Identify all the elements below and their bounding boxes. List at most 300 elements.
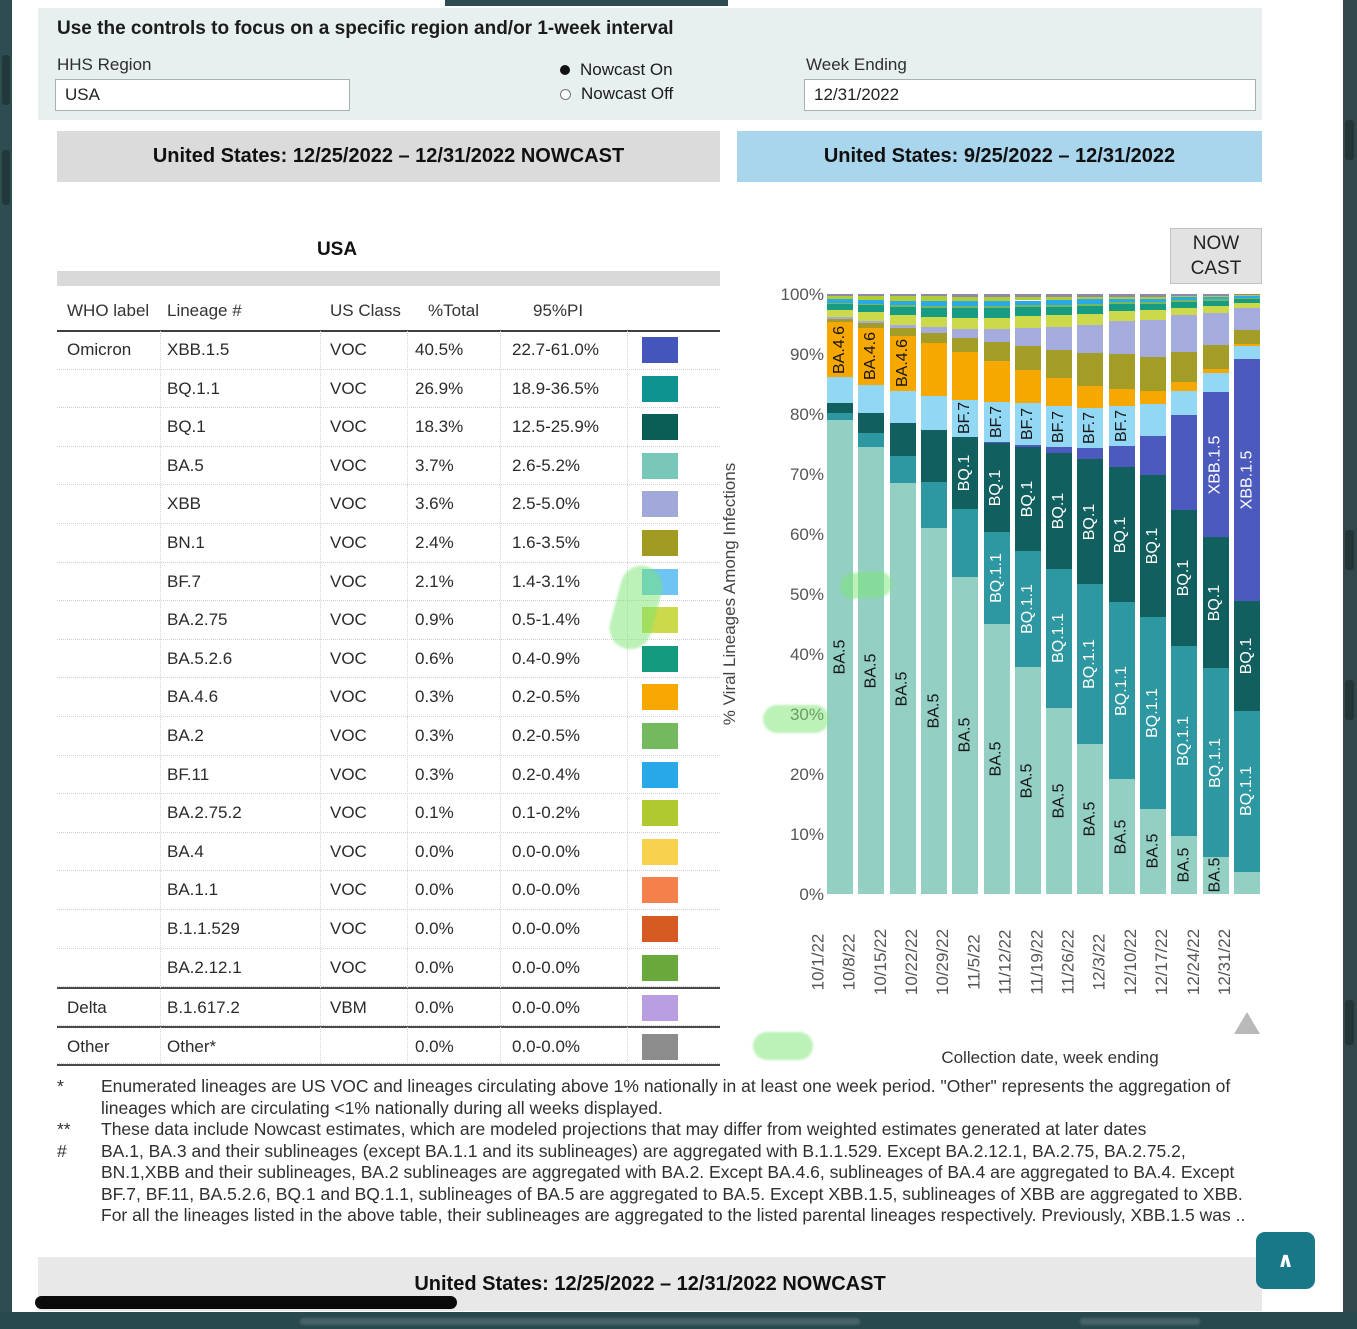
segment-BA.5[interactable]: [952, 577, 978, 894]
lineage-color-swatch: [642, 916, 678, 942]
segment-BN.1[interactable]: [1109, 354, 1135, 389]
segment-BF.7[interactable]: [1203, 373, 1229, 392]
table-row: [57, 331, 720, 370]
segment-BA.4.6[interactable]: [1140, 391, 1166, 404]
segment-BA.2.75.2[interactable]: [858, 296, 884, 300]
segment-BN.1[interactable]: [827, 319, 853, 322]
segment-BA.2.75.2[interactable]: [827, 296, 853, 299]
segment-BF.7[interactable]: [1046, 406, 1072, 447]
segment-BA.5[interactable]: [1171, 836, 1197, 894]
segment-label: BF.7: [987, 405, 1005, 438]
segment-BQ.1[interactable]: [1203, 537, 1229, 668]
x-tick-label: 10/1/22: [808, 933, 828, 991]
lineage-color-swatch: [642, 839, 678, 865]
segment-BA.5.2.6[interactable]: [890, 307, 916, 315]
segment-BA.2[interactable]: [1077, 304, 1103, 306]
segment-BA.5.2.6[interactable]: [1234, 299, 1260, 303]
lineage-color-swatch: [642, 530, 678, 556]
segment-BA.2.75.2[interactable]: [1140, 297, 1166, 299]
week-ending-value: 12/31/2022: [814, 85, 900, 104]
segment-BQ.1.1[interactable]: [1140, 617, 1166, 809]
stacked-bar-12-24-22[interactable]: [1203, 294, 1229, 894]
segment-BF.11[interactable]: [1077, 299, 1103, 303]
segment-BA.5[interactable]: [1109, 779, 1135, 894]
segment-BQ.1[interactable]: [952, 437, 978, 509]
trend-section-title: United States: 9/25/2022 – 12/31/2022: [737, 131, 1262, 182]
segment-label: BA.4.6: [893, 339, 911, 388]
stacked-bar-11-5-22[interactable]: [984, 294, 1010, 894]
lineage-table-body: [57, 331, 720, 1066]
segment-BA.5[interactable]: [984, 624, 1010, 894]
segment-BQ.1[interactable]: [890, 423, 916, 456]
segment-label: BQ.1: [1144, 527, 1161, 565]
scroll-to-top-button[interactable]: [1256, 1232, 1315, 1289]
cell-total: 0.0%: [415, 998, 454, 1018]
segment-BQ.1[interactable]: [827, 403, 853, 413]
lineage-color-swatch: [642, 995, 678, 1021]
cell-us-class: VOC: [330, 687, 367, 707]
cell-total: 0.0%: [415, 841, 454, 861]
segment-BN.1[interactable]: [858, 323, 884, 328]
segment-BA.2.75[interactable]: [1234, 303, 1260, 308]
segment-BF.11[interactable]: [921, 301, 947, 306]
segment-BQ.1.1[interactable]: [921, 482, 947, 528]
segment-XBB[interactable]: [1171, 315, 1197, 352]
cell-us-class: VOC: [330, 455, 367, 475]
segment-BN.1[interactable]: [1077, 353, 1103, 386]
segment-label: BQ.1.1: [1018, 584, 1036, 635]
cell-us-class: VOC: [330, 880, 367, 900]
x-tick-label: 12/17/22: [1152, 928, 1172, 996]
nowcast-section-title: United States: 12/25/2022 – 12/31/2022 NOWCAST: [57, 131, 720, 182]
segment-label: BQ.1: [1112, 516, 1130, 553]
segment-BA.5.2.6[interactable]: [1046, 307, 1072, 316]
segment-BF.7[interactable]: [1015, 403, 1041, 444]
cell-95pi: 1.4-3.1%: [512, 571, 581, 591]
cell-95pi: 0.0-0.0%: [512, 1036, 581, 1056]
segment-BQ.1.1[interactable]: [1171, 646, 1197, 836]
segment-BA.5.2.6[interactable]: [1015, 307, 1041, 316]
segment-XBB.1.5[interactable]: [1077, 448, 1103, 458]
segment-BF.11[interactable]: [1015, 301, 1041, 306]
segment-BA.2.75[interactable]: [827, 310, 853, 318]
horizontal-scrollbar-thumb[interactable]: [35, 1296, 457, 1309]
segment-BQ.1[interactable]: [858, 413, 884, 432]
segment-BA.5[interactable]: [1140, 809, 1166, 894]
lineage-color-swatch: [642, 491, 678, 517]
segment-XBB[interactable]: [1046, 327, 1072, 350]
segment-BA.4.6[interactable]: [984, 361, 1010, 402]
stacked-bar-10-15-22[interactable]: [890, 294, 916, 894]
segment-BF.7[interactable]: [1171, 391, 1197, 415]
segment-BA.5[interactable]: [1077, 744, 1103, 894]
cell-95pi: 0.4-0.9%: [512, 648, 581, 668]
cell-lineage: BA.2.75.2: [167, 803, 242, 823]
segment-BA.2.75[interactable]: [1015, 316, 1041, 328]
segment-BF.7[interactable]: [827, 377, 853, 403]
segment-BA.2[interactable]: [1234, 298, 1260, 300]
segment-label: BQ.1: [1018, 480, 1036, 518]
x-tick-label: 11/19/22: [1027, 929, 1047, 995]
segment-BA.2.75[interactable]: [921, 317, 947, 327]
footnote: [57, 1076, 1265, 1119]
y-axis-title: % Viral Lineages Among Infections: [720, 462, 739, 726]
segment-BA.4.6[interactable]: [1234, 344, 1260, 346]
cell-95pi: 1.6-3.5%: [512, 532, 581, 552]
segment-BA.5.2.6[interactable]: [1203, 301, 1229, 306]
stacked-bar-11-26-22[interactable]: [1077, 294, 1103, 894]
segment-BA.2[interactable]: [1015, 305, 1041, 307]
segment-BA.5.2.6[interactable]: [984, 308, 1010, 318]
segment-BA.2.75.2[interactable]: [890, 296, 916, 300]
segment-BA.2[interactable]: [1203, 299, 1229, 301]
segment-BA.2[interactable]: [1046, 305, 1072, 307]
segment-XBB[interactable]: [1203, 313, 1229, 345]
segment-BN.1[interactable]: [1234, 330, 1260, 344]
segment-BF.11[interactable]: [1171, 297, 1197, 300]
segment-BA.5.2.6[interactable]: [1171, 302, 1197, 307]
segment-BN.1[interactable]: [890, 328, 916, 335]
segment-BQ.1.1[interactable]: [1015, 551, 1041, 668]
x-tick-label: 12/31/22: [1214, 928, 1234, 996]
segment-BA.4.6[interactable]: [1109, 389, 1135, 406]
x-tick-label: 12/24/22: [1183, 928, 1203, 996]
segment-Other[interactable]: [1109, 294, 1135, 297]
segment-label: BQ.1: [1050, 492, 1068, 529]
lineage-color-swatch: [642, 800, 678, 826]
stacked-bar-10-22-22[interactable]: [921, 294, 947, 894]
segment-Other[interactable]: [984, 294, 1010, 297]
segment-BA.5[interactable]: [1234, 872, 1260, 894]
cell-lineage: B.1.1.529: [167, 918, 240, 938]
segment-BQ.1.1[interactable]: [1203, 668, 1229, 857]
segment-BQ.1.1[interactable]: [1109, 602, 1135, 779]
segment-Other[interactable]: [858, 294, 884, 296]
segment-label: XBB.1.5: [1206, 435, 1224, 495]
segment-BA.4.6[interactable]: [921, 343, 947, 395]
segment-BA.2.75[interactable]: [984, 318, 1010, 329]
segment-BA.5[interactable]: [827, 420, 853, 894]
cell-total: 0.0%: [415, 1036, 454, 1056]
segment-BA.2.75.2[interactable]: [1234, 295, 1260, 296]
cell-lineage: BF.7: [167, 571, 202, 591]
segment-BA.5[interactable]: [890, 483, 916, 894]
lineage-color-swatch: [642, 337, 678, 363]
cell-us-class: VOC: [330, 610, 367, 630]
segment-BA.2.75.2[interactable]: [1046, 297, 1072, 300]
col-lineage: Lineage #: [167, 301, 242, 320]
segment-BQ.1.1[interactable]: [984, 532, 1010, 624]
stacked-bar-12-17-22[interactable]: [1171, 294, 1197, 894]
segment-Other[interactable]: [827, 294, 853, 296]
segment-BA.4.6[interactable]: [890, 336, 916, 392]
segment-BF.7[interactable]: [890, 391, 916, 422]
segment-label: BF.7: [1050, 410, 1068, 443]
cell-total: 0.9%: [415, 610, 454, 630]
cell-us-class: VOC: [330, 340, 367, 359]
segment-BA.2.75[interactable]: [858, 312, 884, 321]
segment-BN.1[interactable]: [1046, 350, 1072, 379]
stacked-bar-11-19-22[interactable]: [1046, 294, 1072, 894]
segment-XBB.1.5[interactable]: [1109, 446, 1135, 467]
segment-BF.11[interactable]: [1140, 299, 1166, 302]
segment-Other[interactable]: [1234, 294, 1260, 295]
table-row: [57, 987, 720, 1026]
segment-BQ.1.1[interactable]: [1077, 584, 1103, 744]
segment-BQ.1[interactable]: [1234, 601, 1260, 711]
segment-BN.1[interactable]: [1203, 345, 1229, 369]
segment-BQ.1[interactable]: [1046, 453, 1072, 569]
segment-label: BA.5: [1081, 801, 1099, 837]
hhs-region-select[interactable]: [55, 79, 350, 111]
segment-BA.5.2.6[interactable]: [952, 308, 978, 317]
segment-BF.11[interactable]: [827, 299, 853, 303]
stacked-bar-12-31-22[interactable]: [1234, 294, 1260, 894]
segment-BQ.1[interactable]: [1171, 510, 1197, 646]
x-tick-label: 10/8/22: [839, 933, 859, 991]
segment-BF.7[interactable]: [952, 400, 978, 437]
stacked-bar-10-29-22[interactable]: [952, 294, 978, 894]
segment-BA.2.75.2[interactable]: [921, 296, 947, 301]
segment-XBB[interactable]: [921, 327, 947, 333]
segment-BA.4.6[interactable]: [827, 322, 853, 378]
segment-BA.2[interactable]: [858, 304, 884, 305]
segment-BA.2[interactable]: [1140, 302, 1166, 304]
segment-XBB[interactable]: [890, 325, 916, 329]
segment-XBB[interactable]: [1015, 328, 1041, 346]
segment-BQ.1[interactable]: [921, 430, 947, 482]
segment-BQ.1.1[interactable]: [952, 509, 978, 577]
cell-95pi: 0.2-0.4%: [512, 764, 581, 784]
segment-BA.2[interactable]: [1109, 302, 1135, 304]
segment-BQ.1.1[interactable]: [1234, 711, 1260, 872]
segment-BA.2[interactable]: [890, 305, 916, 307]
nowcast-badge-line2: CAST: [1190, 258, 1242, 279]
segment-XBB.1.5[interactable]: [1171, 415, 1197, 510]
segment-BA.2.75.2[interactable]: [984, 297, 1010, 301]
cell-us-class: VOC: [330, 803, 367, 823]
segment-Other[interactable]: [1171, 294, 1197, 296]
segment-BF.7[interactable]: [921, 396, 947, 430]
segment-XBB[interactable]: [858, 321, 884, 323]
highlight-annotation: [763, 705, 829, 733]
cell-lineage: XBB.1.5: [167, 340, 230, 359]
segment-Other[interactable]: [1015, 294, 1041, 297]
segment-XBB[interactable]: [1234, 308, 1260, 330]
segment-BA.5.2.6[interactable]: [1109, 304, 1135, 311]
segment-BA.2.75.2[interactable]: [952, 297, 978, 302]
table-row: [57, 871, 720, 910]
segment-BA.5.2.6[interactable]: [858, 305, 884, 312]
segment-XBB.1.5[interactable]: [1203, 392, 1229, 537]
segment-BA.4.6[interactable]: [952, 352, 978, 399]
segment-BQ.1.1[interactable]: [858, 433, 884, 447]
segment-BF.7[interactable]: [1140, 404, 1166, 436]
segment-BA.2.75[interactable]: [1171, 308, 1197, 315]
cell-us-class: VOC: [330, 648, 367, 668]
cell-total: 3.7%: [415, 455, 454, 475]
segment-Other[interactable]: [1203, 294, 1229, 296]
segment-BA.2.75.2[interactable]: [1077, 297, 1103, 300]
segment-BN.1[interactable]: [921, 333, 947, 343]
segment-BN.1[interactable]: [952, 338, 978, 352]
segment-BF.11[interactable]: [1046, 300, 1072, 305]
segment-BA.4.6[interactable]: [1015, 370, 1041, 404]
segment-BA.2[interactable]: [827, 303, 853, 304]
segment-XBB.1.5[interactable]: [984, 442, 1010, 443]
segment-BA.2.75[interactable]: [1046, 315, 1072, 326]
footnote: [57, 1141, 1265, 1227]
segment-BA.5.2.6[interactable]: [921, 308, 947, 317]
y-tick-label: 0%: [799, 885, 824, 904]
cell-total: 0.3%: [415, 764, 454, 784]
segment-BA.2.75.2[interactable]: [1015, 297, 1041, 301]
cell-lineage: BA.4: [167, 841, 204, 861]
col-who-label: WHO label: [67, 301, 150, 320]
segment-BA.2.75[interactable]: [1140, 310, 1166, 319]
y-tick-label: 70%: [789, 465, 824, 484]
segment-BF.11[interactable]: [1109, 299, 1135, 302]
cell-95pi: 0.0-0.0%: [512, 998, 581, 1018]
segment-Other[interactable]: [921, 294, 947, 296]
segment-BQ.1.1[interactable]: [827, 413, 853, 420]
segment-BF.11[interactable]: [952, 301, 978, 306]
segment-BN.1[interactable]: [1140, 357, 1166, 392]
segment-BA.2[interactable]: [952, 306, 978, 308]
segment-BQ.1[interactable]: [1109, 467, 1135, 602]
table-scrollbar-track[interactable]: [57, 271, 720, 286]
segment-BF.7[interactable]: [984, 402, 1010, 442]
segment-XBB.1.5[interactable]: [1015, 445, 1041, 448]
segment-BA.4.6[interactable]: [1046, 378, 1072, 406]
segment-BF.7[interactable]: [1234, 346, 1260, 359]
segment-BA.2.75.2[interactable]: [1203, 296, 1229, 297]
segment-XBB[interactable]: [1077, 325, 1103, 354]
lineage-color-swatch: [642, 646, 678, 672]
highlight-annotation: [839, 570, 893, 600]
segment-BF.7[interactable]: [858, 385, 884, 414]
segment-XBB[interactable]: [1140, 320, 1166, 357]
segment-BN.1[interactable]: [984, 342, 1010, 361]
cell-lineage: BA.1.1: [167, 880, 219, 900]
segment-Other[interactable]: [1140, 294, 1166, 297]
y-tick-label: 80%: [789, 405, 824, 424]
controls-panel: [38, 8, 1262, 120]
segment-label: BA.5: [1175, 847, 1193, 883]
segment-BA.4.6[interactable]: [858, 328, 884, 385]
segment-BF.11[interactable]: [1203, 297, 1229, 299]
table-row: [57, 485, 720, 524]
segment-Other[interactable]: [952, 294, 978, 296]
segment-BA.5.2.6[interactable]: [1077, 306, 1103, 314]
segment-BA.4.6[interactable]: [1077, 386, 1103, 408]
segment-BA.5[interactable]: [858, 447, 884, 894]
segment-BF.11[interactable]: [858, 300, 884, 304]
segment-BQ.1.1[interactable]: [890, 456, 916, 483]
segment-BF.11[interactable]: [890, 301, 916, 306]
nowcast-off-radio[interactable]: [560, 84, 673, 104]
col-us-class: US Class: [330, 301, 401, 320]
segment-BA.2.75[interactable]: [1109, 311, 1135, 321]
segment-BF.7[interactable]: [1077, 408, 1103, 449]
segment-Other[interactable]: [890, 294, 916, 296]
segment-BA.2[interactable]: [1171, 300, 1197, 302]
segment-BF.11[interactable]: [1234, 296, 1260, 298]
y-tick-label: 10%: [789, 825, 824, 844]
segment-BA.5[interactable]: [921, 528, 947, 894]
segment-BN.1[interactable]: [1015, 346, 1041, 370]
chevron-up-icon: ∧: [1276, 1249, 1295, 1272]
segment-BN.1[interactable]: [1171, 352, 1197, 383]
segment-BQ.1[interactable]: [984, 443, 1010, 532]
segment-BA.5[interactable]: [1046, 708, 1072, 894]
segment-BA.2.75[interactable]: [952, 318, 978, 329]
segment-BQ.1[interactable]: [1077, 459, 1103, 585]
segment-BA.2[interactable]: [921, 306, 947, 308]
cell-95pi: 0.1-0.2%: [512, 803, 581, 823]
cell-lineage: BF.11: [167, 764, 210, 784]
segment-BF.7[interactable]: [1109, 406, 1135, 446]
lineage-color-swatch: [642, 414, 678, 440]
segment-label: BA.5: [987, 741, 1005, 777]
segment-XBB[interactable]: [952, 329, 978, 338]
segment-Other[interactable]: [1077, 294, 1103, 297]
table-row: [57, 910, 720, 949]
segment-BA.2.75.2[interactable]: [1171, 296, 1197, 297]
cell-95pi: 2.5-5.0%: [512, 494, 581, 514]
segment-BA.4.6[interactable]: [1203, 369, 1229, 374]
nowcast-on-radio[interactable]: [560, 60, 673, 80]
footnote-text: These data include Nowcast estimates, which are modeled projections that may differ from weighted estimates generated at later dates: [101, 1119, 1147, 1139]
segment-XBB[interactable]: [1109, 321, 1135, 354]
segment-XBB[interactable]: [827, 317, 853, 318]
segment-BA.2.75[interactable]: [890, 315, 916, 325]
cell-lineage: BA.5.2.6: [167, 648, 233, 668]
hhs-region-label: HHS Region: [57, 55, 152, 74]
segment-BF.11[interactable]: [984, 301, 1010, 306]
segment-XBB.1.5[interactable]: [1046, 447, 1072, 452]
segment-XBB[interactable]: [984, 329, 1010, 342]
segment-BQ.1[interactable]: [1015, 447, 1041, 551]
segment-BA.5.2.6[interactable]: [827, 304, 853, 309]
segment-BA.4.6[interactable]: [1171, 382, 1197, 390]
segment-XBB.1.5[interactable]: [1234, 359, 1260, 602]
cell-us-class: VOC: [330, 532, 367, 552]
segment-BA.5[interactable]: [1015, 667, 1041, 894]
table-row: [57, 678, 720, 717]
cell-lineage: BA.4.6: [167, 687, 219, 707]
segment-XBB.1.5[interactable]: [1140, 436, 1166, 475]
stacked-bar-12-10-22[interactable]: [1140, 294, 1166, 894]
segment-BA.2.75[interactable]: [1077, 314, 1103, 325]
segment-Other[interactable]: [1046, 294, 1072, 297]
stacked-bar-12-3-22[interactable]: [1109, 294, 1135, 894]
segment-BQ.1[interactable]: [1140, 475, 1166, 617]
segment-BA.2.75.2[interactable]: [1109, 297, 1135, 299]
segment-label: XBB.1.5: [1237, 450, 1255, 510]
cell-lineage: BA.2: [167, 725, 204, 745]
segment-BA.2.75[interactable]: [1203, 306, 1229, 313]
segment-BQ.1.1[interactable]: [1046, 569, 1072, 708]
week-ending-select[interactable]: [804, 79, 1256, 111]
col-total: %Total: [428, 301, 480, 320]
segment-BA.2[interactable]: [984, 306, 1010, 308]
selected-week-marker-icon: [1234, 1012, 1260, 1034]
segment-BA.5.2.6[interactable]: [1140, 304, 1166, 310]
cell-95pi: 0.0-0.0%: [512, 880, 581, 900]
segment-BA.5[interactable]: [1203, 857, 1229, 894]
stacked-bar-11-12-22[interactable]: [1015, 294, 1041, 894]
